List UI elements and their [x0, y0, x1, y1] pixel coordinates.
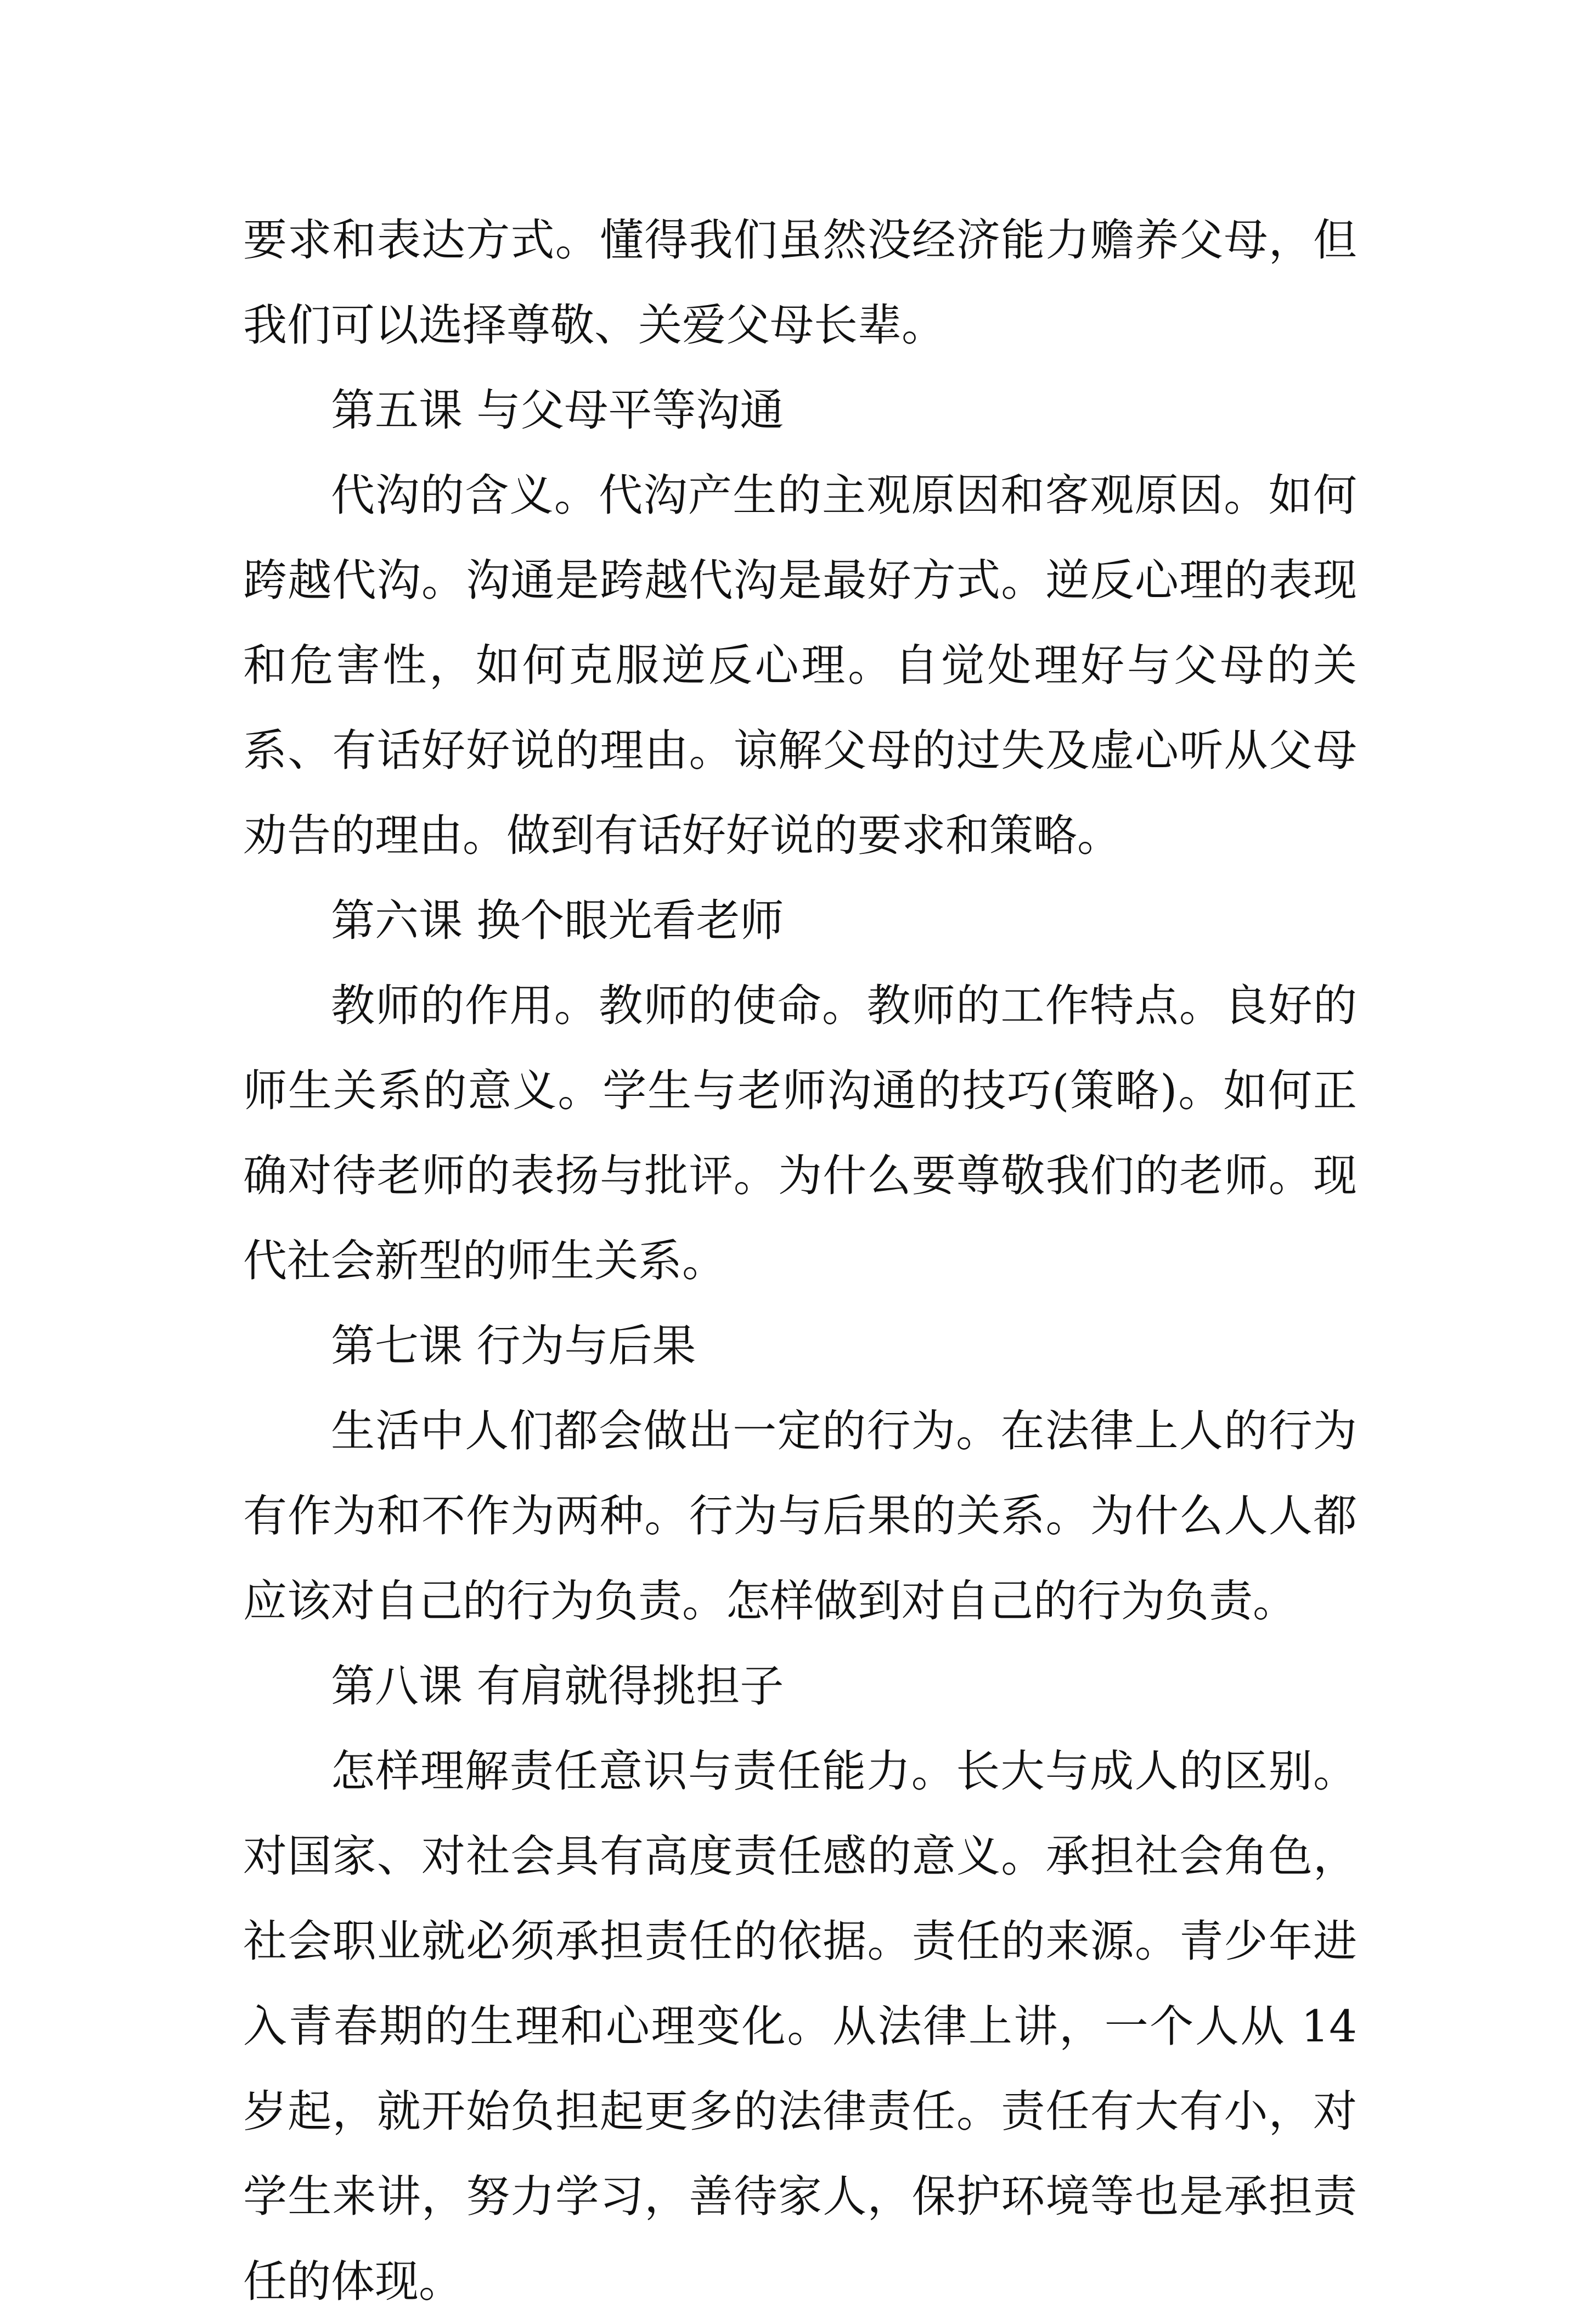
lesson-7-heading: 第七课 行为与后果: [331, 1320, 696, 1371]
lesson-5-heading: 第五课 与父母平等沟通: [331, 385, 784, 436]
lesson-6-heading: 第六课 换个眼光看老师: [331, 895, 784, 946]
lesson-7-paragraph: 生活中人们都会做出一定的行为。在法律上人的行为有作为和不作为两种。行为与后果的关系。为什么人人都应该对自己的行为负责。怎样做到对自己的行为负责。: [243, 1405, 1357, 1627]
paragraph-continuation: 要求和表达方式。懂得我们虽然没经济能力赡养父母，但我们可以选择尊敬、关爱父母长辈。: [243, 215, 1357, 351]
lesson-5-paragraph: 代沟的含义。代沟产生的主观原因和客观原因。如何跨越代沟。沟通是跨越代沟是最好方式。逆反心理的表现和危害性，如何克服逆反心理。自觉处理好与父母的关系、有话好好说的理由。谅解父母的过失及虚心听从父母劝告的理由。做到有话好好说的要求和策略。: [243, 470, 1357, 861]
lesson-6-paragraph: 教师的作用。教师的使命。教师的工作特点。良好的师生关系的意义。学生与老师沟通的技巧(策略)。如何正确对待老师的表扬与批评。为什么要尊敬我们的老师。现代社会新型的师生关系。: [243, 980, 1357, 1286]
document-body: [243, 198, 1357, 2324]
lesson-8-paragraph: 怎样理解责任意识与责任能力。长大与成人的区别。对国家、对社会具有高度责任感的意义。承担社会角色，社会职业就必须承担责任的依据。责任的来源。青少年进入青春期的生理和心理变化。从法律上讲，一个人从 14 岁起，就开始负担起更多的法律责任。责任有大有小，对学生来讲，努力学习，善待家人，保护环境等也是承担责任的体现。: [243, 1746, 1357, 2307]
lesson-8-heading: 第八课 有肩就得挑担子: [331, 1661, 784, 1712]
